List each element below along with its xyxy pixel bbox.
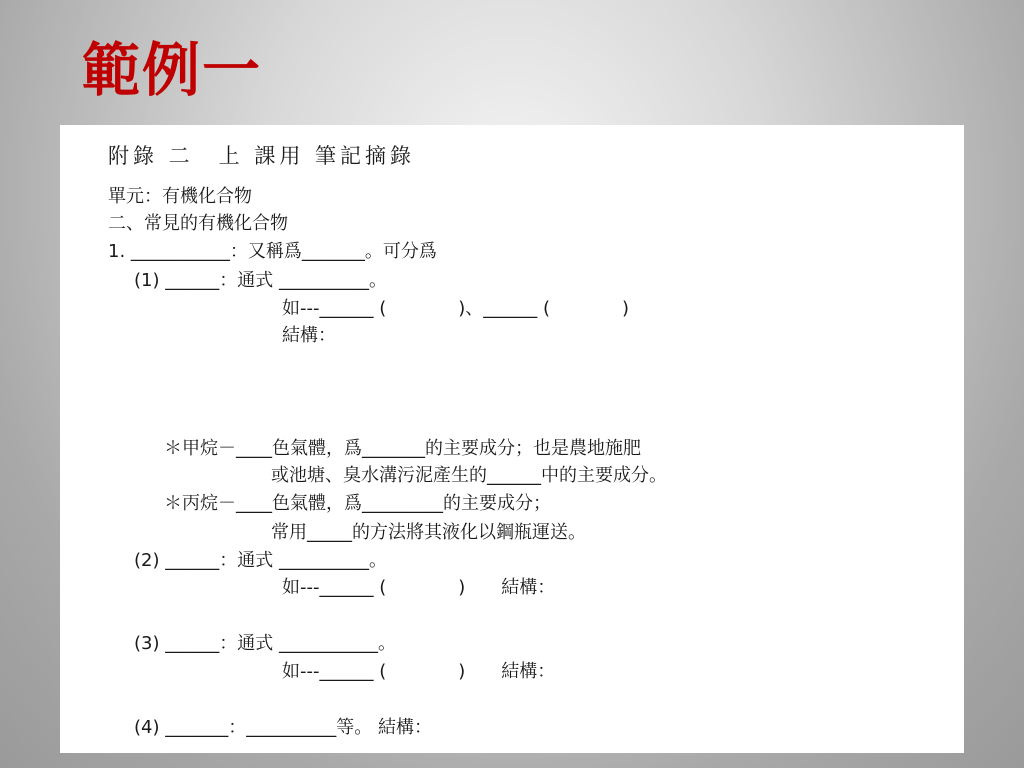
appendix-heading: 附錄 二 上 課用 筆記摘錄 (108, 144, 416, 168)
unit-line: 單元：有機化合物 (108, 186, 252, 207)
propane-line-2: 常用_____的方法將其液化以鋼瓶運送。 (271, 522, 586, 543)
item-3-example-line: 如---______ ( ) 結構： (282, 661, 556, 682)
item-4-line: (4) _______：__________等。 結構： (134, 717, 432, 738)
item-2-example-line: 如---______ ( ) 結構： (282, 577, 556, 598)
item-1-formula-line: (1) ______：通式 __________。 (134, 270, 387, 291)
propane-line-1: ＊丙烷－____色氣體，爲_________的主要成分； (164, 493, 551, 514)
item-3-formula-line: (3) ______：通式 ___________。 (134, 633, 396, 654)
section-line: 二、常見的有機化合物 (108, 213, 288, 234)
item-1-structure-line: 結構： (282, 325, 336, 346)
document-image (60, 125, 964, 753)
item-1-example-line: 如---______ ( )、______ ( ) (282, 298, 630, 319)
slide-title: 範例一 (82, 36, 263, 104)
methane-line-1: ＊甲烷－____色氣體，爲_______的主要成分；也是農地施肥 (164, 438, 641, 459)
item-2-formula-line: (2) ______：通式 __________。 (134, 550, 387, 571)
methane-line-2: 或池塘、臭水溝污泥產生的______中的主要成分。 (271, 465, 667, 486)
question-1-line: 1. ___________：又稱爲_______。可分爲 (108, 241, 437, 262)
